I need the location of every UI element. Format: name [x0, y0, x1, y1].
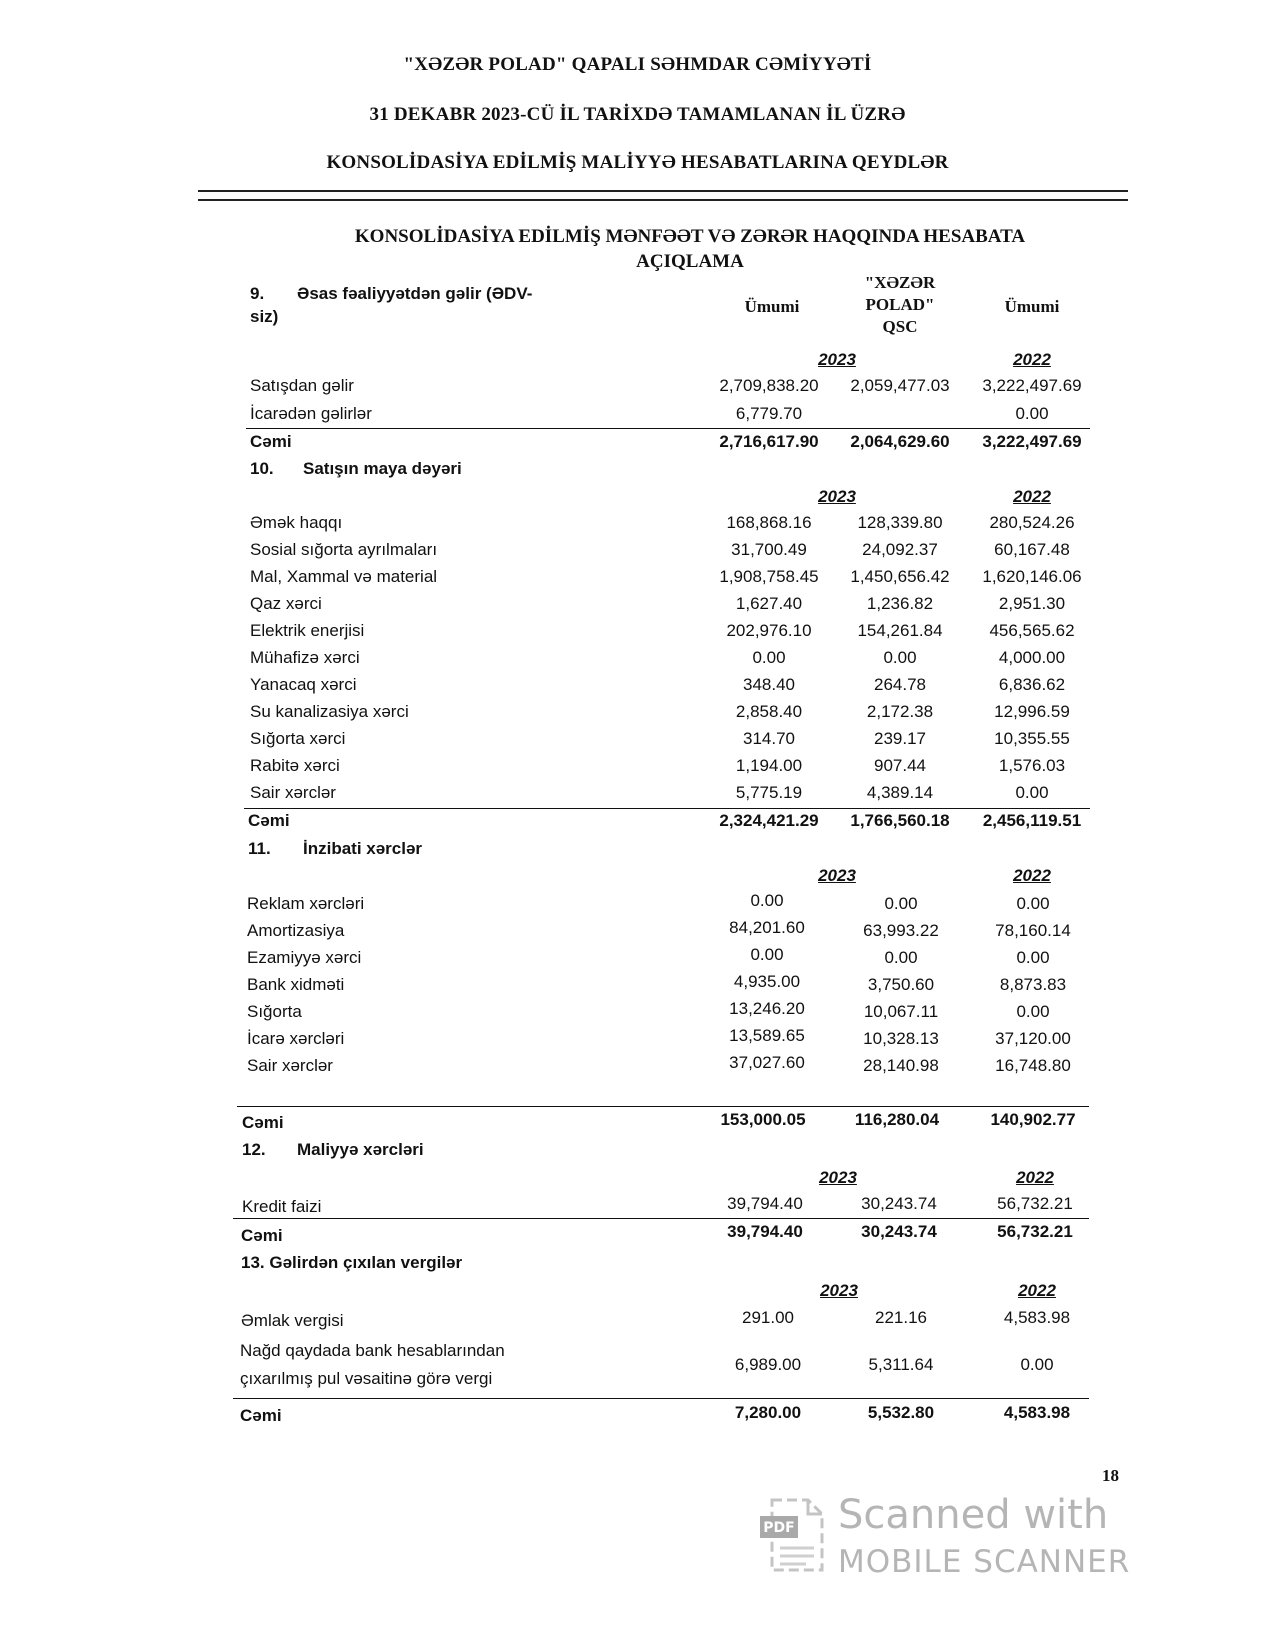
- total-label: Cəmi: [240, 1406, 282, 1425]
- pdf-document-icon: [758, 1494, 826, 1576]
- note10-number: 10.: [250, 459, 274, 478]
- total-value-company-2023: 30,243.74: [861, 1222, 937, 1241]
- row-value-total-2023: 1,627.40: [735, 594, 803, 613]
- note13-year-2023: 2023: [820, 1281, 858, 1300]
- row-value-company-2023: 0.00: [884, 948, 918, 967]
- row-value-total-2022: 1,620,146.06: [982, 567, 1082, 586]
- row-value-company-2023: 0.00: [883, 648, 917, 667]
- row-value-company-2023: 63,993.22: [863, 921, 939, 940]
- note9-year-2023: 2023: [818, 350, 856, 369]
- row-value-total-2022: 0.00: [1020, 1355, 1054, 1374]
- row-label: Əmək haqqı: [250, 513, 343, 532]
- section-title-line1: KONSOLİDASİYA EDİLMİŞ MƏNFƏƏT VƏ ZƏRƏR HAQQINDA HESABATA: [354, 226, 1026, 247]
- total-label: Cəmi: [248, 811, 290, 830]
- row-label: Sosial sığorta ayrılmaları: [250, 540, 438, 559]
- total-value-total-2023: 2,716,617.90: [719, 432, 819, 451]
- row-label: Su kanalizasiya xərci: [250, 702, 409, 721]
- column-header-total-2022: Ümumi: [1004, 297, 1060, 316]
- row-label: Reklam xərcləri: [247, 894, 365, 913]
- row-value-company-2023: 221.16: [875, 1308, 927, 1327]
- row-value-total-2023: 314.70: [743, 729, 795, 748]
- note10-year-2023: 2023: [818, 487, 856, 506]
- row-value-total-2023: 5,775.19: [735, 783, 803, 802]
- total-value-total-2023: 153,000.05: [720, 1110, 806, 1129]
- row-value-total-2022: 0.00: [1015, 783, 1049, 802]
- note9-total-rule: [246, 428, 1090, 429]
- note12-title: Maliyyə xərcləri: [297, 1140, 424, 1159]
- row-value-total-2022: 8,873.83: [999, 975, 1067, 994]
- row-value-company-2023: 1,236.82: [866, 594, 934, 613]
- row-value-total-2023: 0.00: [750, 891, 784, 910]
- row-value-total-2022: 12,996.59: [994, 702, 1070, 721]
- row-value-total-2022: 1,576.03: [998, 756, 1066, 775]
- row-value-total-2022: 16,748.80: [995, 1056, 1071, 1075]
- row-value-total-2022: 3,222,497.69: [982, 376, 1082, 395]
- note13-year-2022: 2022: [1018, 1281, 1056, 1300]
- row-label: Sığorta: [247, 1002, 302, 1021]
- total-value-total-2022: 140,902.77: [990, 1110, 1076, 1129]
- row-label: Bank xidməti: [247, 975, 345, 994]
- note11-title: İnzibati xərclər: [303, 839, 423, 858]
- row-label: Sair xərclər: [250, 783, 336, 802]
- row-label: Mal, Xammal və material: [250, 567, 438, 586]
- row-value-total-2023: 348.40: [743, 675, 795, 694]
- column-header-company-line2: POLAD": [865, 295, 935, 314]
- row-value-total-2022: 56,732.21: [997, 1194, 1073, 1213]
- row-value-total-2022: 4,000.00: [998, 648, 1066, 667]
- row-value-company-2023: 10,067.11: [863, 1002, 939, 1021]
- row-label: Satışdan gəlir: [250, 376, 354, 395]
- section-title-line2: AÇIQLAMA: [636, 251, 744, 272]
- watermark-line1: Scanned with: [838, 1492, 1109, 1538]
- pdf-icon-label: PDF: [763, 1520, 795, 1536]
- row-value-total-2023: 4,935.00: [733, 972, 801, 991]
- row-value-company-2023: 239.17: [874, 729, 926, 748]
- row-value-company-2023: 24,092.37: [862, 540, 938, 559]
- row-value-total-2023: 1,194.00: [735, 756, 803, 775]
- row-label: Mühafizə xərci: [250, 648, 360, 667]
- row-value-total-2023: 6,989.00: [734, 1355, 802, 1374]
- row-label: Elektrik enerjisi: [250, 621, 365, 640]
- row-label: Yanacaq xərci: [250, 675, 357, 694]
- row-label-line1: Nağd qaydada bank hesablarından: [240, 1341, 505, 1360]
- row-value-total-2023: 37,027.60: [729, 1053, 805, 1072]
- total-value-total-2022: 3,222,497.69: [982, 432, 1082, 451]
- row-label: Amortizasiya: [247, 921, 345, 940]
- row-value-company-2023: 907.44: [874, 756, 926, 775]
- page-number: 18: [1102, 1466, 1119, 1485]
- row-value-total-2022: 6,836.62: [998, 675, 1066, 694]
- row-value-total-2023: 13,246.20: [729, 999, 805, 1018]
- row-value-total-2023: 31,700.49: [731, 540, 807, 559]
- note9-year-2022: 2022: [1013, 350, 1051, 369]
- row-label-line2: çıxarılmış pul vəsaitinə görə vergi: [240, 1369, 493, 1388]
- row-value-total-2022: 60,167.48: [994, 540, 1070, 559]
- row-value-total-2023: 39,794.40: [727, 1194, 803, 1213]
- row-value-total-2022: 0.00: [1016, 948, 1050, 967]
- total-value-company-2023: 116,280.04: [854, 1110, 940, 1129]
- note12-total-rule: [233, 1218, 1089, 1219]
- total-label: Cəmi: [242, 1113, 284, 1132]
- row-value-company-2023: 1,450,656.42: [850, 567, 950, 586]
- row-value-company-2023: 4,389.14: [866, 783, 934, 802]
- total-value-total-2023: 2,324,421.29: [719, 811, 819, 830]
- row-value-company-2023: 3,750.60: [867, 975, 935, 994]
- row-value-total-2023: 0.00: [752, 648, 786, 667]
- total-value-total-2022: 4,583.98: [1003, 1403, 1071, 1422]
- row-value-total-2022: 0.00: [1016, 894, 1050, 913]
- row-label: İcarədən gəlirlər: [250, 404, 372, 423]
- row-value-total-2022: 456,565.62: [989, 621, 1075, 640]
- note11-total-rule: [237, 1106, 1089, 1107]
- total-label: Cəmi: [250, 432, 292, 451]
- report-title: KONSOLİDASİYA EDİLMİŞ MALİYYƏ HESABATLARINA QEYDLƏR: [326, 152, 949, 173]
- row-value-company-2023: 128,339.80: [857, 513, 943, 532]
- total-value-total-2023: 39,794.40: [727, 1222, 803, 1241]
- row-label: Kredit faizi: [242, 1197, 322, 1216]
- total-value-total-2022: 56,732.21: [997, 1222, 1073, 1241]
- row-label: İcarə xərcləri: [247, 1029, 345, 1048]
- note9-title-line2: siz): [250, 307, 279, 326]
- row-label: Rabitə xərci: [250, 756, 340, 775]
- row-value-company-2023: 264.78: [874, 675, 926, 694]
- column-header-company: [840, 272, 960, 338]
- row-value-total-2023: 6,779.70: [735, 404, 803, 423]
- row-label: Qaz xərci: [250, 594, 322, 613]
- watermark-line2: MOBILE SCANNER: [838, 1544, 1131, 1580]
- note13-total-rule: [233, 1398, 1089, 1399]
- company-name: "XƏZƏR POLAD" QAPALI SƏHMDAR CƏMİYYƏTİ: [403, 54, 872, 75]
- note10-year-2022: 2022: [1013, 487, 1051, 506]
- row-value-total-2022: 0.00: [1016, 1002, 1050, 1021]
- note11-year-2022: 2022: [1013, 866, 1051, 885]
- note12-year-2022: 2022: [1016, 1168, 1054, 1187]
- row-label: Sair xərclər: [247, 1056, 333, 1075]
- row-value-company-2023: 0.00: [884, 894, 918, 913]
- row-value-company-2023: 2,059,477.03: [850, 376, 950, 395]
- column-header-company-line1: "XƏZƏR: [864, 273, 936, 292]
- row-value-total-2022: 0.00: [1015, 404, 1049, 423]
- row-label: Ezamiyyə xərci: [247, 948, 362, 967]
- total-value-total-2023: 7,280.00: [734, 1403, 802, 1422]
- total-label: Cəmi: [241, 1226, 283, 1245]
- total-value-company-2023: 5,532.80: [867, 1403, 935, 1422]
- row-label: Sığorta xərci: [250, 729, 346, 748]
- note12-year-2023: 2023: [819, 1168, 857, 1187]
- column-header-company-line3: QSC: [882, 317, 918, 336]
- row-value-total-2022: 10,355.55: [994, 729, 1070, 748]
- row-value-company-2023: 154,261.84: [857, 621, 943, 640]
- row-value-total-2023: 13,589.65: [729, 1026, 805, 1045]
- total-value-total-2022: 2,456,119.51: [982, 811, 1082, 830]
- section-title: [250, 224, 1130, 274]
- row-value-total-2022: 280,524.26: [989, 513, 1075, 532]
- row-value-total-2022: 2,951.30: [998, 594, 1066, 613]
- row-value-total-2023: 202,976.10: [726, 621, 812, 640]
- row-value-total-2022: 37,120.00: [995, 1029, 1071, 1048]
- note11-year-2023: 2023: [818, 866, 856, 885]
- row-value-total-2022: 78,160.14: [995, 921, 1071, 940]
- row-value-total-2023: 0.00: [750, 945, 784, 964]
- row-value-total-2023: 2,858.40: [735, 702, 803, 721]
- report-period: 31 DEKABR 2023-CÜ İL TARİXDƏ TAMAMLANAN İL ÜZRƏ: [369, 104, 906, 125]
- note10-total-rule: [244, 808, 1090, 809]
- row-value-company-2023: 30,243.74: [861, 1194, 937, 1213]
- row-value-company-2023: 28,140.98: [863, 1056, 939, 1075]
- row-value-company-2023: 10,328.13: [863, 1029, 939, 1048]
- note9-number: 9.: [250, 284, 265, 303]
- note10-title: Satışın maya dəyəri: [303, 459, 462, 478]
- total-value-company-2023: 2,064,629.60: [850, 432, 950, 451]
- note9-title-line1: Əsas fəaliyyətdən gəlir (ƏDV-: [297, 284, 533, 303]
- row-value-total-2023: 2,709,838.20: [719, 376, 819, 395]
- row-value-total-2023: 1,908,758.45: [719, 567, 819, 586]
- note12-number: 12.: [242, 1140, 266, 1159]
- row-value-total-2023: 291.00: [742, 1308, 794, 1327]
- row-value-total-2023: 84,201.60: [729, 918, 805, 937]
- column-header-total-2023: Ümumi: [744, 297, 800, 316]
- total-value-company-2023: 1,766,560.18: [850, 811, 950, 830]
- row-label: Əmlak vergisi: [241, 1311, 344, 1330]
- note11-number: 11.: [248, 839, 271, 858]
- header-divider: [198, 190, 1128, 201]
- row-value-total-2022: 4,583.98: [1003, 1308, 1071, 1327]
- row-value-company-2023: 2,172.38: [866, 702, 934, 721]
- row-value-company-2023: 5,311.64: [868, 1355, 934, 1374]
- note13-title: 13. Gəlirdən çıxılan vergilər: [241, 1253, 463, 1272]
- row-value-total-2023: 168,868.16: [726, 513, 812, 532]
